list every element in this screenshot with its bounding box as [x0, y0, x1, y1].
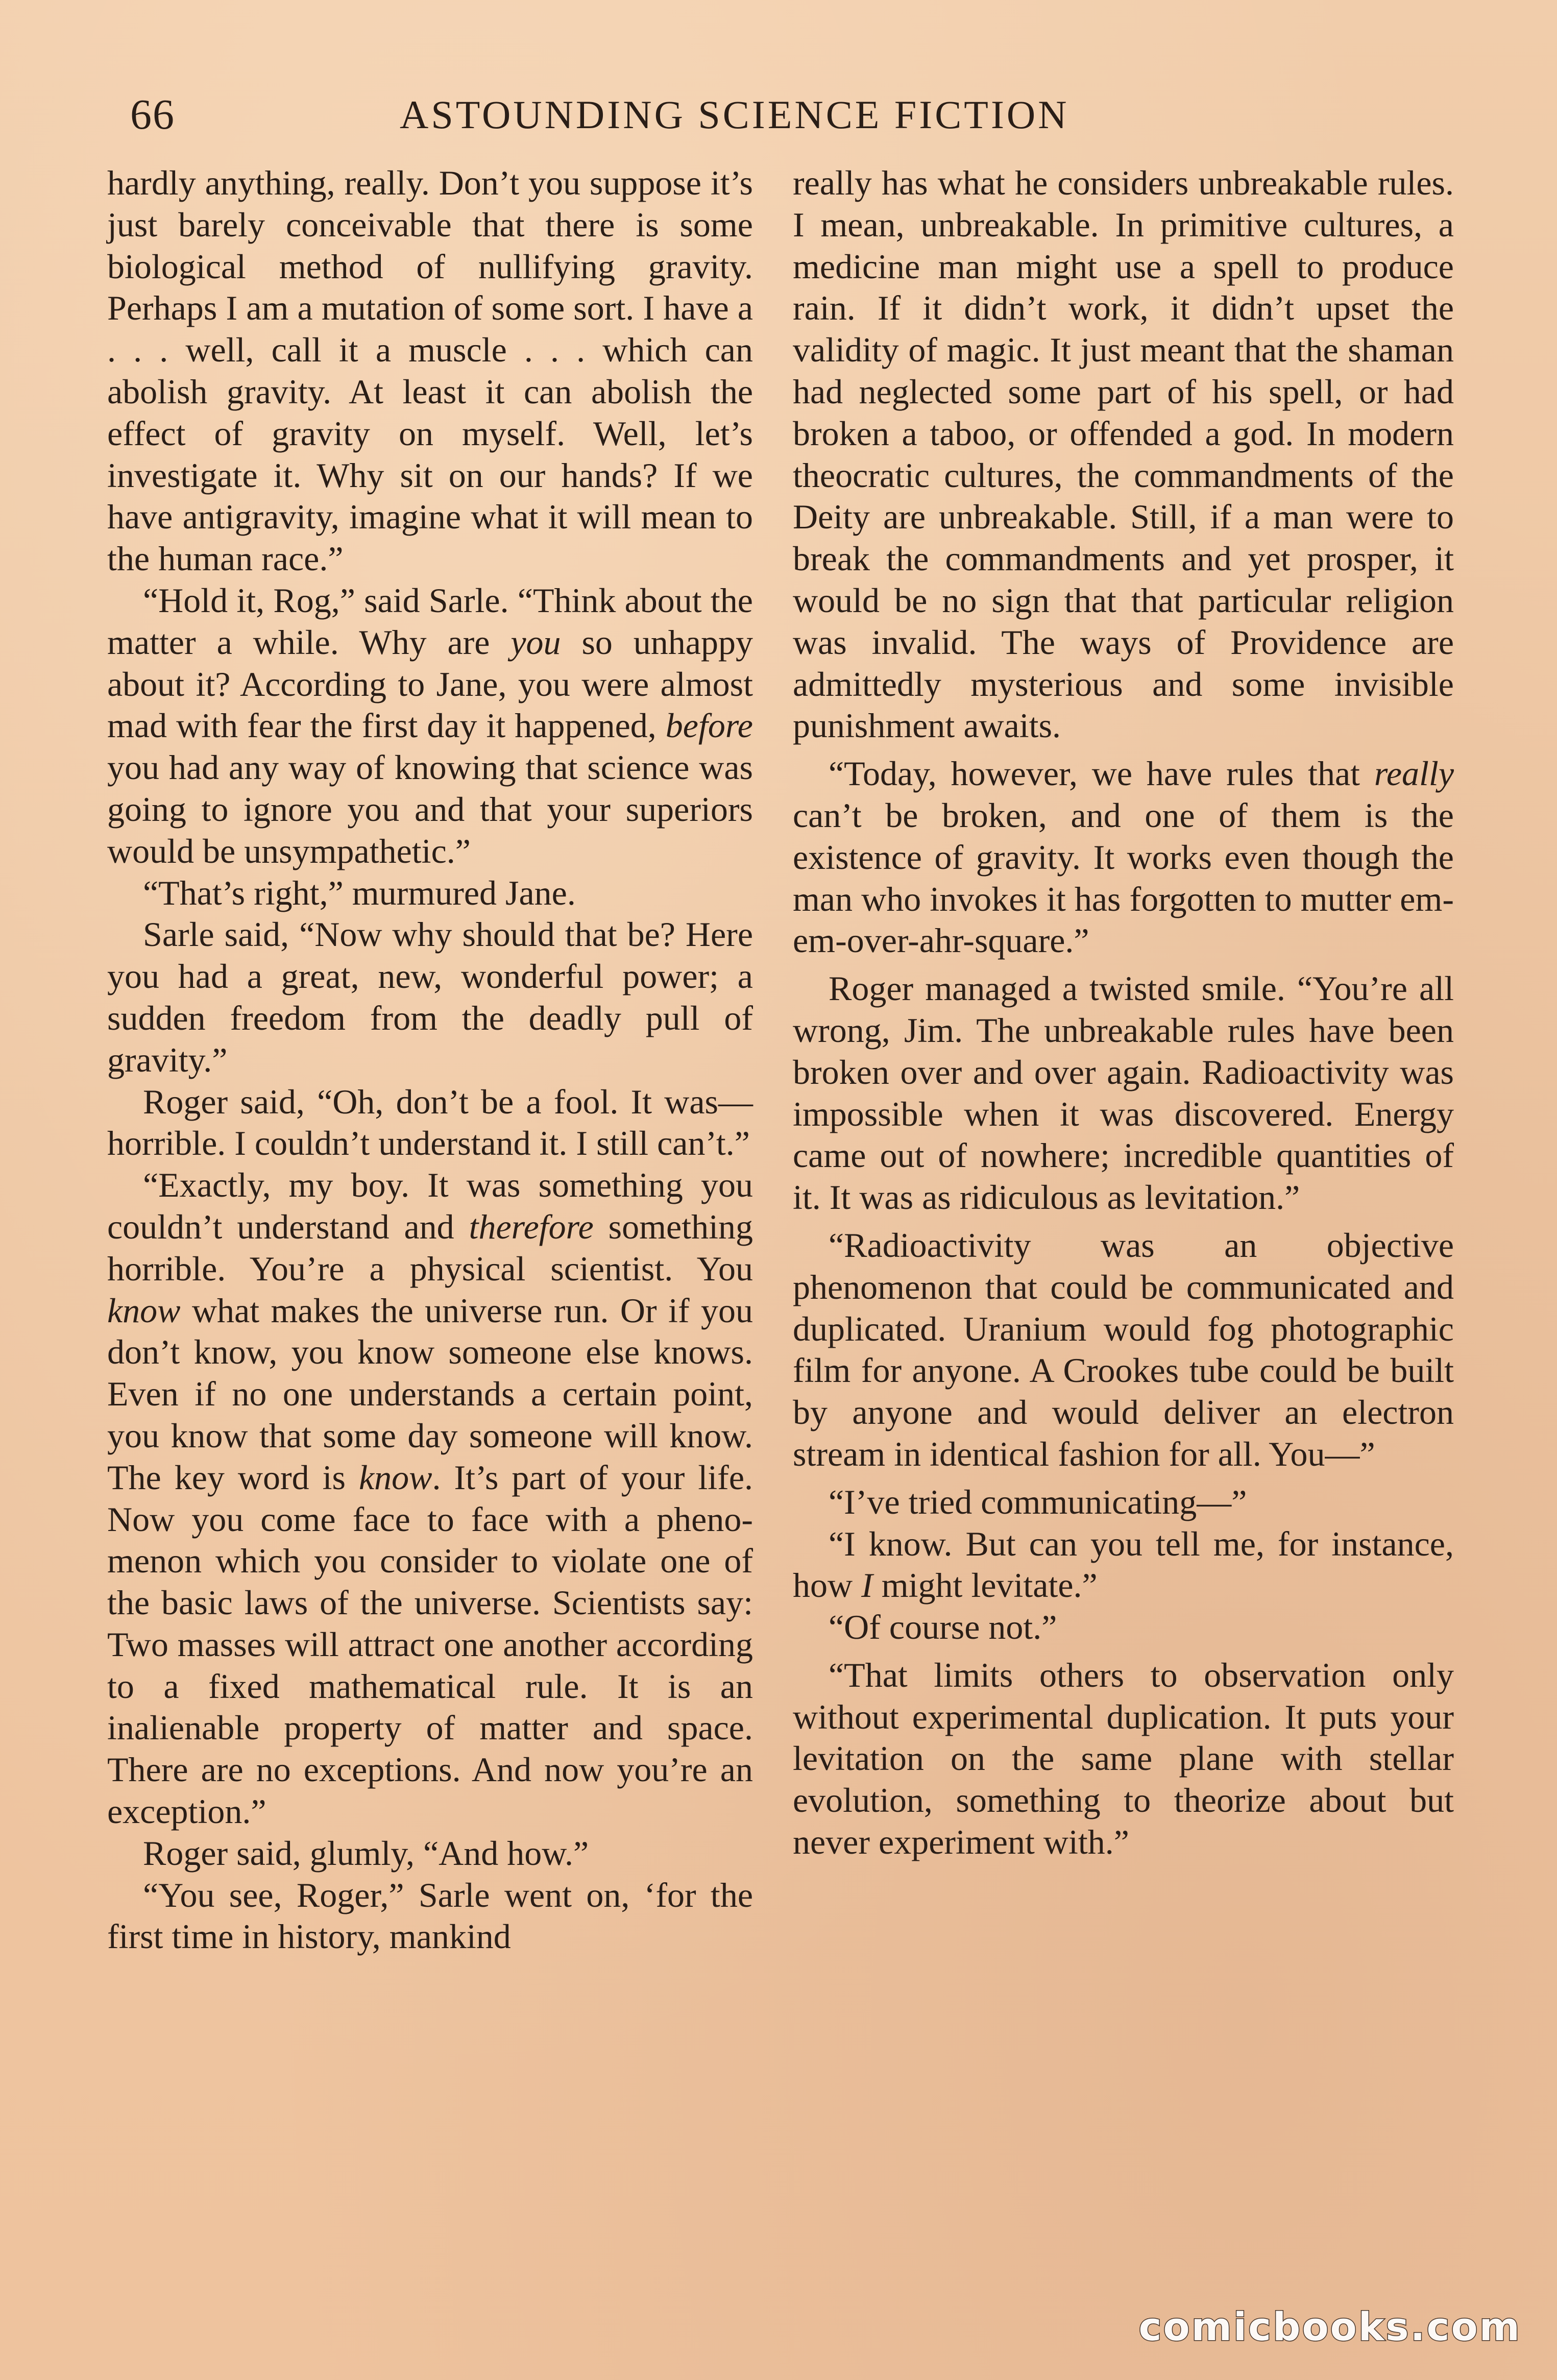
paragraph: hardly anything, really. Don’t you suppose it’s just barely conceivable that there is some biological method of nullifying gravity. Perhaps I am a mutation of some sort. I have a . . . well, call it a muscle . . . which can abolish gravity. At least it can abolish the effect of gravity on myself. Well, let’s investigate it. Why sit on our hands? If we have antigravity, imagine what it will mean to the human race.”	[107, 163, 753, 578]
page-number: 66	[130, 91, 175, 138]
paragraph: “Hold it, Rog,” said Sarle. “Think about the matter a while. Why are you so unhappy about it? According to Jane, you were almost mad with fear the first day it happened, before you had any way of knowing that science was going to ignore you and that your superiors would be unsympathetic.”	[107, 580, 753, 870]
italic-emphasis: therefore	[469, 1207, 594, 1246]
italic-emphasis: know	[107, 1291, 181, 1330]
paragraph: “I’ve tried communicating—”	[829, 1482, 1247, 1521]
paragraph: “Exactly, my boy. It was something you couldn’t understand and therefore something horrible. You’re a physical scientist. You know what makes the universe run. Or if you don’t know, you know someone else knows. Even if no one understands a certain point, you know that some day someone will know. The key word is know. It’s part of your life. Now you come face to face with a phenomenon which you consider to violate one of the basic laws of the universe. Scientists say: Two masses will attract one another according to a fixed mathematical rule. It is an inalienable property of matter and space. There are no exceptions. And now you’re an exception.”	[107, 1165, 753, 1831]
left-text-column	[107, 162, 753, 1958]
page-header	[130, 87, 1468, 143]
paragraph: “That’s right,” murmured Jane.	[143, 873, 576, 912]
italic-emphasis: you	[510, 622, 561, 662]
site-watermark: comicbooks.com	[1138, 2304, 1521, 2349]
paragraph: Roger managed a twisted smile. “You’re all wrong, Jim. The unbreakable rules have been broken over and over again. Radioactivity was impossible when it was discovered. Energy came out of nowhere; incredible quantities of it. It was as ridiculous as levitation.”	[793, 969, 1454, 1217]
paragraph: Roger said, “Oh, don’t be a fool. It was—horrible. I couldn’t understand it. I still can’t.”	[107, 1082, 753, 1163]
paragraph: “That limits others to observation only without experimental duplication. It puts your levitation on the same plane with stellar evolution, something to theorize about but never experiment with.”	[793, 1655, 1454, 1862]
paragraph: “I know. But can you tell me, for instance, how I might levitate.”	[793, 1524, 1454, 1605]
italic-emphasis: before	[665, 706, 753, 745]
paragraph: Sarle said, “Now why should that be? Here you had a great, new, wonderful power; a sudden freedom from the deadly pull of gravity.”	[107, 915, 753, 1079]
paragraph: Roger said, glumly, “And how.”	[143, 1833, 589, 1873]
paragraph: “Of course not.”	[829, 1608, 1057, 1647]
running-title: ASTOUNDING SCIENCE FICTION	[400, 92, 1069, 137]
italic-emphasis: really	[1374, 754, 1454, 793]
right-text-column	[793, 162, 1454, 1863]
paragraph: “Radioactivity was an objective phenomenon that could be communicated and duplicated. Uranium would fog photographic film for anyone. A Crookes tube could be built by anyone and would deliver an electron stream in identical fashion for all. You—”	[793, 1225, 1454, 1473]
paragraph: “You see, Roger,” Sarle went on, ‘for the first time in history, mankind	[107, 1875, 753, 1956]
italic-emphasis: I	[861, 1566, 873, 1605]
paragraph: “Today, however, we have rules that really can’t be broken, and one of them is the existence of gravity. It works even though the man who invokes it has forgotten to mutter em-em-over-ahr-square.”	[793, 754, 1454, 960]
paragraph: really has what he considers unbreakable rules. I mean, unbreakable. In primitive cultures, a medicine man might use a spell to produce rain. If it didn’t work, it didn’t upset the validity of magic. It just meant that the shaman had neglected some part of his spell, or had broken a taboo, or offended a god. In modern theocratic cultures, the commandments of the Deity are unbreakable. Still, if a man were to break the commandments and yet prosper, it would be no sign that that particular religion was invalid. The ways of Providence are admittedly mysterious and some invisible punishment awaits.	[793, 163, 1454, 745]
italic-emphasis: know	[358, 1458, 432, 1497]
